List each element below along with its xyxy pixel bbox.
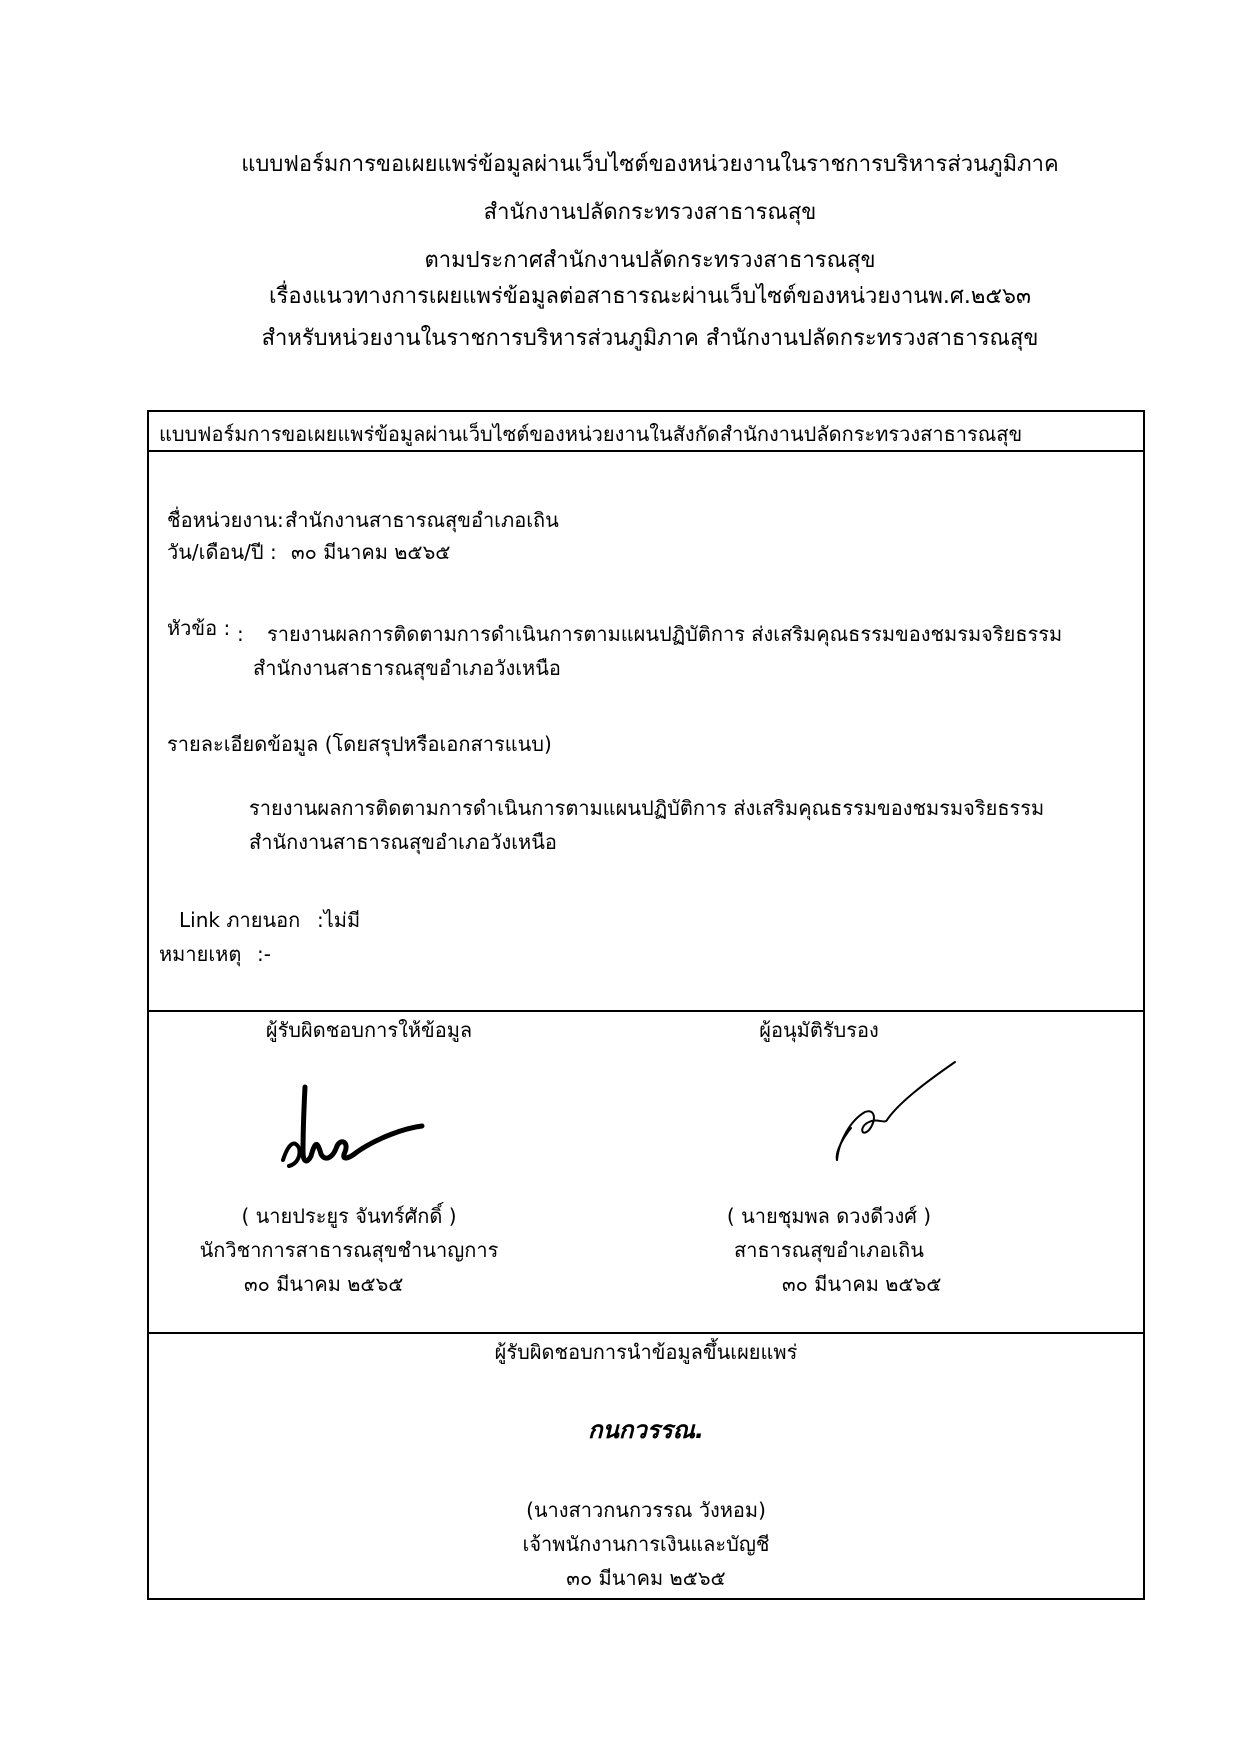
header-line-1: แบบฟอร์มการขอเผยแพร่ข้อมูลผ่านเว็บไซต์ของหน่วยงานในราชการบริหารส่วนภูมิภาค — [241, 152, 1059, 177]
topic-line-2: สำนักงานสาธารณสุขอำเภอวังเหนือ — [253, 656, 561, 680]
approver-date: ๓๐ มีนาคม ๒๕๖๕ — [782, 1272, 942, 1296]
header-line-2: สำนักงานปลัดกระทรวงสาธารณสุข — [483, 200, 817, 225]
link-label: Link ภายนอก — [179, 908, 301, 932]
note-value: :- — [257, 942, 271, 966]
approver-name: ( นายชุมพล ดวงดีวงศ์ ) — [726, 1204, 932, 1228]
form-title-row — [149, 412, 1143, 452]
form-title: แบบฟอร์มการขอเผยแพร่ข้อมูลผ่านเว็บไซต์ของหน่วยงานในสังกัดสำนักงานปลัดกระทรวงสาธารณสุข — [159, 422, 1023, 446]
note-label: หมายเหตุ — [159, 942, 242, 966]
date-value: ๓๐ มีนาคม ๒๕๖๕ — [291, 540, 451, 564]
publisher-date: ๓๐ มีนาคม ๒๕๖๕ — [566, 1566, 726, 1590]
detail-line-1: รายงานผลการติดตามการดำเนินการตามแผนปฏิบัติการ ส่งเสริมคุณธรรมของชมรมจริยธรรม — [249, 796, 1045, 820]
signature-section — [149, 1012, 1143, 1334]
link-value: :ไม่มี — [317, 908, 361, 932]
approver-signature — [829, 1060, 959, 1170]
approver-position: สาธารณสุขอำเภอเถิน — [734, 1238, 924, 1262]
detail-line-2: สำนักงานสาธารณสุขอำเภอวังเหนือ — [249, 830, 557, 854]
header-line-4: เรื่องแนวทางการเผยแพร่ข้อมูลต่อสาธารณะผ่านเว็บไซต์ของหน่วยงานพ.ศ.๒๕๖๓ — [268, 284, 1032, 309]
publisher-heading: ผู้รับผิดชอบการนำข้อมูลขึ้นเผยแพร่ — [494, 1340, 798, 1364]
document-header — [0, 150, 1240, 354]
publisher-section — [149, 1334, 1143, 1598]
responsible-name: ( นายประยูร จันทร์ศักดิ์ ) — [241, 1204, 457, 1228]
topic-colon: : — [237, 622, 244, 646]
header-line-3: ตามประกาศสำนักงานปลัดกระทรวงสาธารณสุข — [424, 248, 876, 273]
form-detail-section — [149, 452, 1143, 1012]
approver-heading: ผู้อนุมัติรับรอง — [759, 1018, 879, 1042]
publication-form — [147, 410, 1145, 1600]
agency-label: ชื่อหน่วยงาน: — [167, 508, 284, 532]
publisher-name: (นางสาวกนกวรรณ วังหอม) — [526, 1498, 766, 1522]
topic-line-1: รายงานผลการติดตามการดำเนินการตามแผนปฏิบัติการ ส่งเสริมคุณธรรมของชมรมจริยธรรม — [267, 622, 1063, 646]
publisher-position: เจ้าพนักงานการเงินและบัญชี — [522, 1532, 770, 1556]
responsible-date: ๓๐ มีนาคม ๒๕๖๕ — [244, 1272, 404, 1296]
header-line-5: สำหรับหน่วยงานในราชการบริหารส่วนภูมิภาค สำนักงานปลัดกระทรวงสาธารณสุข — [261, 326, 1039, 351]
publisher-signature: กนกวรรณ. — [587, 1416, 705, 1444]
topic-label: หัวข้อ : — [167, 616, 231, 640]
date-label: วัน/เดือน/ปี : — [167, 540, 277, 564]
responsible-position: นักวิชาการสาธารณสุขชำนาญการ — [199, 1238, 499, 1262]
responsible-signature — [277, 1082, 427, 1172]
detail-label: รายละเอียดข้อมูล (โดยสรุปหรือเอกสารแนบ) — [167, 732, 552, 756]
responsible-heading: ผู้รับผิดชอบการให้ข้อมูล — [265, 1018, 473, 1042]
agency-value: สำนักงานสาธารณสุขอำเภอเถิน — [285, 508, 559, 532]
